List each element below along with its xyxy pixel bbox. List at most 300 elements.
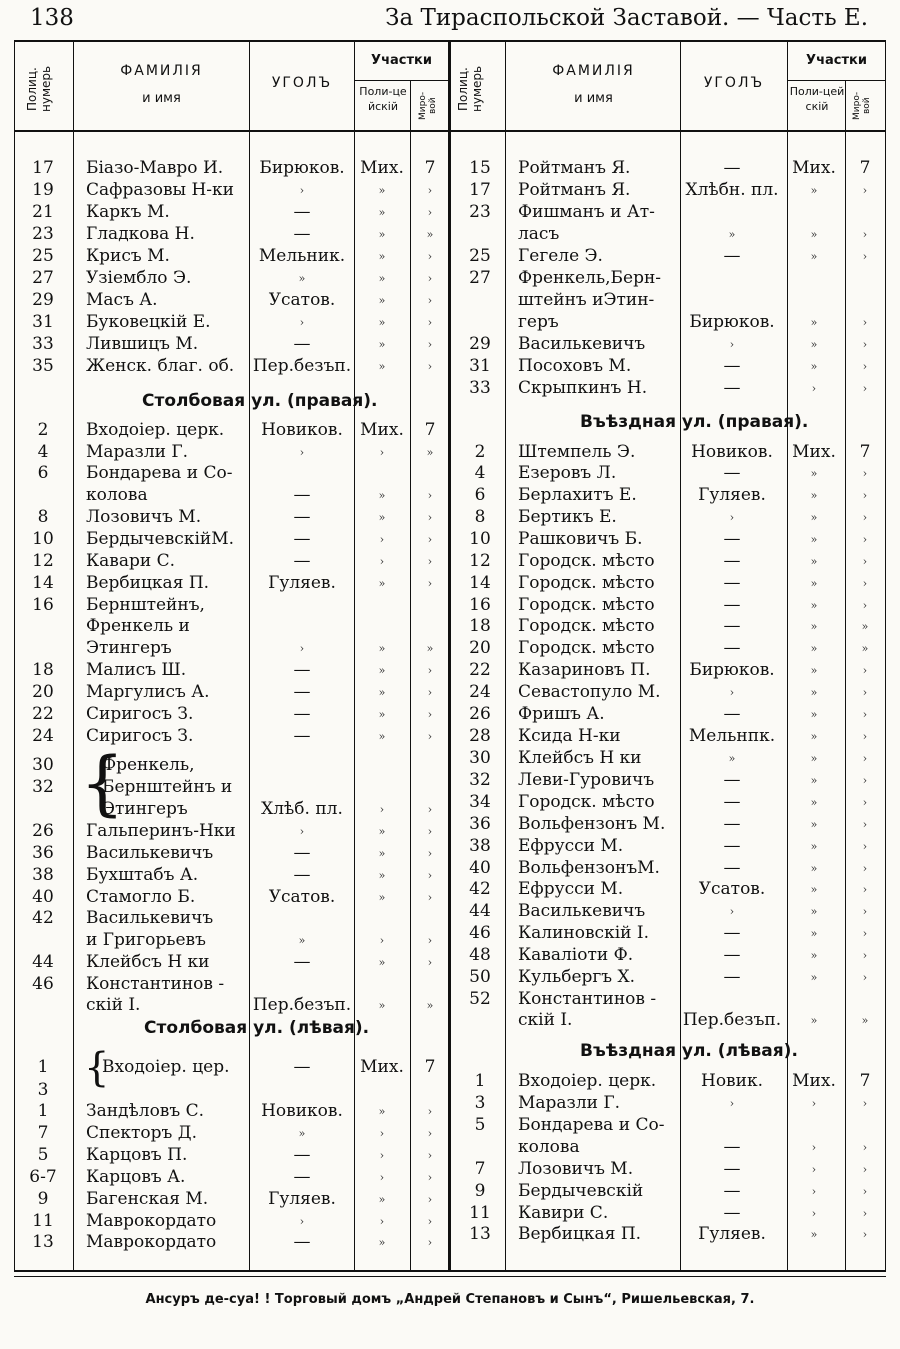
table-row (0, 1093, 900, 1115)
house-number: 6 (37, 463, 49, 483)
resident-name: Френкель, (102, 755, 195, 775)
resident-name: колова (86, 485, 148, 505)
corner-street: Мельнпк. (688, 726, 776, 746)
house-number: 16 (469, 595, 491, 615)
brace-glyph: { (80, 742, 125, 824)
table-row (0, 836, 900, 858)
peace-district: » (426, 999, 434, 1012)
corner-street: — (293, 1145, 311, 1165)
corner-street: — (723, 616, 741, 636)
resident-name: ВольфензонъМ. (518, 858, 660, 878)
resident-name: Фишманъ и Ат- (518, 202, 655, 222)
peace-district: › (862, 664, 868, 677)
corner-street: › (729, 686, 735, 699)
police-district: » (810, 533, 818, 546)
table-row (0, 158, 900, 180)
house-number: 42 (32, 908, 54, 928)
peace-district: › (427, 360, 433, 373)
resident-name: Константинов - (518, 989, 657, 1009)
peace-district: 7 (424, 158, 436, 178)
house-number: 14 (469, 573, 491, 593)
corner-street: Пер.безъп. (682, 1010, 782, 1030)
resident-name: Казариновъ П. (518, 660, 651, 680)
page-number: 138 (30, 5, 74, 31)
corner-street: — (293, 507, 311, 527)
table-row (0, 595, 900, 617)
police-district: » (378, 1193, 386, 1206)
peace-district: › (427, 847, 433, 860)
house-number: 22 (32, 704, 54, 724)
peace-district: › (862, 489, 868, 502)
peace-district: › (427, 1105, 433, 1118)
table-row (0, 704, 900, 726)
police-district: » (378, 360, 386, 373)
house-number: 25 (32, 246, 54, 266)
peace-district: › (427, 803, 433, 816)
police-district: » (378, 338, 386, 351)
police-district: › (379, 1127, 385, 1140)
police-district: Мих. (360, 158, 404, 178)
peace-district: › (862, 971, 868, 984)
resident-name: Вербицкая П. (518, 1224, 642, 1244)
table-row (0, 989, 900, 1011)
police-district: » (378, 664, 386, 677)
peace-district: › (862, 228, 868, 241)
resident-name: Василькевичъ (518, 901, 646, 921)
table-row (0, 442, 900, 464)
peace-district: 7 (859, 1071, 871, 1091)
resident-name: Зандѣловъ С. (86, 1101, 205, 1121)
table-row (0, 726, 900, 748)
resident-name: Френкель и (86, 616, 190, 636)
house-number: 40 (32, 887, 54, 907)
police-district: » (378, 1236, 386, 1249)
police-district: » (378, 511, 386, 524)
table-row (0, 1115, 900, 1137)
peace-district: › (862, 818, 868, 831)
house-number: 10 (32, 529, 54, 549)
house-number: 27 (469, 268, 491, 288)
house-number: 2 (37, 420, 49, 440)
resident-name: Вербицкая П. (86, 573, 210, 593)
house-number: 32 (469, 770, 491, 790)
corner-street: › (729, 338, 735, 351)
house-number: 33 (32, 334, 54, 354)
police-district: › (379, 533, 385, 546)
house-number: 9 (37, 1189, 49, 1209)
house-number: 29 (469, 334, 491, 354)
corner-street: Бирюков. (689, 312, 775, 332)
corner-street: › (299, 184, 305, 197)
corner-street: › (729, 905, 735, 918)
police-district: » (378, 206, 386, 219)
police-district: » (810, 1014, 818, 1027)
peace-district: › (427, 730, 433, 743)
corner-street: — (723, 945, 741, 965)
resident-name: Крисъ М. (86, 246, 170, 266)
peace-district: › (427, 184, 433, 197)
street-heading: Въѣздная ул. (правая). (580, 412, 809, 432)
resident-name: Вольфензонъ М. (518, 814, 666, 834)
resident-name: Бондарева и Со- (86, 463, 233, 483)
corner-street: — (293, 952, 311, 972)
police-district: » (378, 730, 386, 743)
resident-name: Маврокордато (86, 1232, 217, 1252)
police-district: » (378, 642, 386, 655)
corner-street: Бирюков. (259, 158, 345, 178)
resident-name: Ройтманъ Я. (518, 158, 631, 178)
table-row (0, 792, 900, 814)
table-row (0, 1010, 900, 1032)
resident-name: Гегеле Э. (518, 246, 603, 266)
house-number: 13 (469, 1224, 491, 1244)
corner-street: — (723, 923, 741, 943)
police-district: » (378, 891, 386, 904)
police-district: » (810, 840, 818, 853)
peace-district: › (862, 840, 868, 853)
resident-name: Ксида Н-ки (518, 726, 621, 746)
peace-district: › (862, 1097, 868, 1110)
corner-street: — (293, 202, 311, 222)
resident-name: и Григорьевъ (86, 930, 206, 950)
peace-district: › (862, 883, 868, 896)
resident-name: Бернштейнъ, (86, 595, 205, 615)
house-number: 30 (32, 755, 54, 775)
table-row (0, 485, 900, 507)
peace-district: › (862, 1207, 868, 1220)
police-district: » (378, 184, 386, 197)
table-row (0, 573, 900, 595)
resident-name: Кавири С. (518, 1203, 609, 1223)
house-number: 8 (37, 507, 49, 527)
house-number: 28 (469, 726, 491, 746)
house-number: 32 (32, 777, 54, 797)
corner-street: — (723, 792, 741, 812)
resident-name: Клейбсъ Н ки (518, 748, 642, 768)
peace-district: › (862, 1185, 868, 1198)
corner-street: — (723, 463, 741, 483)
peace-district: » (426, 642, 434, 655)
resident-name: Ефрусси М. (518, 879, 624, 899)
peace-district: › (427, 686, 433, 699)
col-peace-header: Миро-вой (418, 91, 438, 121)
police-district: » (810, 752, 818, 765)
police-district: » (378, 999, 386, 1012)
house-number: 18 (32, 660, 54, 680)
resident-name: Берлахитъ Е. (518, 485, 637, 505)
table-row (0, 420, 900, 442)
house-number: 48 (469, 945, 491, 965)
corner-street: Гуляев. (698, 1224, 766, 1244)
corner-street: — (293, 1057, 311, 1077)
house-number: 36 (469, 814, 491, 834)
police-district: » (810, 489, 818, 502)
table-row (0, 246, 900, 268)
police-district: » (810, 316, 818, 329)
corner-street: Усатов. (268, 290, 336, 310)
left-table-header (0, 48, 450, 130)
house-number: 17 (32, 158, 54, 178)
resident-name: Карцовъ А. (86, 1167, 186, 1187)
corner-street: — (293, 726, 311, 746)
resident-name: Входоіер. цер. (102, 1057, 230, 1077)
peace-district: » (426, 228, 434, 241)
peace-district: › (862, 360, 868, 373)
house-number: 31 (32, 312, 54, 332)
peace-district: › (427, 272, 433, 285)
police-district: » (810, 250, 818, 263)
resident-name: Ройтманъ Я. (518, 180, 631, 200)
peace-district: › (862, 1141, 868, 1154)
table-row (0, 945, 900, 967)
corner-street: — (723, 551, 741, 571)
police-district: » (378, 294, 386, 307)
house-number: 46 (32, 974, 54, 994)
col-districts-header: Участки (806, 53, 867, 68)
house-number: 34 (469, 792, 491, 812)
resident-name: Входоіер. церк. (86, 420, 225, 440)
peace-district: › (862, 555, 868, 568)
peace-district: › (427, 825, 433, 838)
police-district: › (379, 1215, 385, 1228)
police-district: › (379, 1171, 385, 1184)
street-heading: Въѣздная ул. (лѣвая). (580, 1041, 798, 1061)
police-district: › (811, 1207, 817, 1220)
resident-name: колова (518, 1137, 580, 1157)
resident-name: Городск. мѣсто (518, 573, 655, 593)
resident-name: Сиригосъ З. (86, 726, 194, 746)
peace-district: › (862, 796, 868, 809)
peace-district: › (427, 891, 433, 904)
resident-name: Бердычевскій (518, 1181, 644, 1201)
peace-district: › (862, 467, 868, 480)
corner-street: — (723, 858, 741, 878)
police-district: » (810, 338, 818, 351)
resident-name: Городск. мѣсто (518, 616, 655, 636)
corner-street: — (293, 843, 311, 863)
col-corner-header: УГОЛЪ (703, 75, 765, 91)
police-district: › (811, 382, 817, 395)
police-district: Мих. (360, 420, 404, 440)
house-number: 3 (474, 1093, 486, 1113)
house-number: 22 (469, 660, 491, 680)
police-district: » (378, 272, 386, 285)
police-district: » (810, 184, 818, 197)
resident-name: Городск. мѣсто (518, 638, 655, 658)
peace-district: » (861, 642, 869, 655)
police-district: » (378, 956, 386, 969)
peace-district: › (862, 730, 868, 743)
resident-name: Френкель,Берн- (518, 268, 662, 288)
house-number: 26 (32, 821, 54, 841)
corner-street: — (723, 1159, 741, 1179)
corner-street: Пер.безъп. (252, 356, 352, 376)
corner-street: › (729, 1097, 735, 1110)
police-district: » (378, 1105, 386, 1118)
peace-district: › (427, 555, 433, 568)
police-district: » (810, 620, 818, 633)
police-district: » (810, 555, 818, 568)
resident-name: Посоховъ М. (518, 356, 632, 376)
resident-name: Городск. мѣсто (518, 792, 655, 812)
police-district: » (378, 489, 386, 502)
corner-street: — (293, 704, 311, 724)
corner-street: — (293, 682, 311, 702)
police-district: › (379, 555, 385, 568)
peace-district: › (427, 869, 433, 882)
house-number: 18 (469, 616, 491, 636)
resident-name: Буковецкій Е. (86, 312, 211, 332)
corner-street: › (729, 511, 735, 524)
house-number: 24 (32, 726, 54, 746)
resident-name: Константинов - (86, 974, 225, 994)
peace-district: › (862, 316, 868, 329)
police-district: › (379, 446, 385, 459)
house-number: 44 (469, 901, 491, 921)
peace-district: › (427, 956, 433, 969)
col-name-sub: и имя (142, 91, 181, 106)
corner-street: » (298, 1127, 306, 1140)
resident-name: Малисъ Ш. (86, 660, 187, 680)
house-number: 7 (474, 1159, 486, 1179)
resident-name: Клейбсъ Н ки (86, 952, 210, 972)
peace-district: › (427, 664, 433, 677)
table-row (0, 923, 900, 945)
corner-street: Мельник. (258, 246, 346, 266)
house-number: 38 (32, 865, 54, 885)
peace-district: › (427, 338, 433, 351)
peace-district: › (427, 1193, 433, 1206)
police-district: » (810, 796, 818, 809)
col-name-sub: и имя (574, 91, 613, 106)
corner-street: — (723, 595, 741, 615)
police-district: Мих. (792, 158, 836, 178)
table-row (0, 290, 900, 312)
police-district: › (379, 934, 385, 947)
corner-street: — (723, 158, 741, 178)
peace-district: › (427, 511, 433, 524)
resident-name: Лозовичъ М. (86, 507, 202, 527)
house-number: 33 (469, 378, 491, 398)
table-row (0, 463, 900, 485)
peace-district: › (427, 1236, 433, 1249)
corner-street: Бирюков. (689, 660, 775, 680)
house-number: 26 (469, 704, 491, 724)
peace-district: › (427, 206, 433, 219)
resident-name: Василькевичъ (86, 843, 214, 863)
resident-name: Бухштабъ А. (86, 865, 199, 885)
police-district: » (378, 250, 386, 263)
resident-name: Сиригосъ З. (86, 704, 194, 724)
resident-name: Спекторъ Д. (86, 1123, 197, 1143)
corner-street: » (298, 272, 306, 285)
police-district: » (810, 905, 818, 918)
corner-street: » (728, 228, 736, 241)
table-row (0, 507, 900, 529)
house-number: 14 (32, 573, 54, 593)
peace-district: › (427, 1171, 433, 1184)
house-number: 35 (32, 356, 54, 376)
police-district: » (810, 664, 818, 677)
resident-name: Каркъ М. (86, 202, 170, 222)
police-district: » (378, 316, 386, 329)
corner-street: Новиков. (261, 1101, 343, 1121)
resident-name: Багенская М. (86, 1189, 209, 1209)
corner-street: — (293, 529, 311, 549)
police-district: » (810, 642, 818, 655)
peace-district: › (862, 533, 868, 546)
resident-name: Этингеръ (102, 799, 188, 819)
table-row (0, 901, 900, 923)
house-number: 21 (32, 202, 54, 222)
police-district: » (810, 862, 818, 875)
house-number: 10 (469, 529, 491, 549)
police-district: » (810, 577, 818, 590)
corner-street: — (293, 865, 311, 885)
police-district: › (811, 1097, 817, 1110)
corner-street: — (293, 334, 311, 354)
corner-street: Усатов. (698, 879, 766, 899)
police-district: Мих. (360, 1057, 404, 1077)
house-number: 50 (469, 967, 491, 987)
bottom-rule-thin (14, 1276, 886, 1277)
table-row (0, 616, 900, 638)
resident-name: штейнъ иЭтин- (518, 290, 655, 310)
resident-name: Городск. мѣсто (518, 551, 655, 571)
table-row (0, 1203, 900, 1225)
house-number: 16 (32, 595, 54, 615)
corner-street: Новик. (701, 1071, 763, 1091)
police-district: » (810, 883, 818, 896)
bottom-rule (14, 1270, 886, 1272)
peace-district: 7 (859, 158, 871, 178)
peace-district: › (427, 1149, 433, 1162)
right-table-header (434, 48, 886, 130)
house-number: 40 (469, 858, 491, 878)
corner-street: Хлѣбн. пл. (685, 180, 779, 200)
police-district: » (810, 228, 818, 241)
corner-street: — (723, 814, 741, 834)
house-number: 5 (474, 1115, 486, 1135)
peace-district: › (862, 949, 868, 962)
house-number: 31 (469, 356, 491, 376)
resident-name: Карцовъ П. (86, 1145, 188, 1165)
col-peace-header: Миро-вой (852, 91, 872, 121)
house-number: 12 (469, 551, 491, 571)
resident-name: скій І. (518, 1010, 573, 1030)
corner-street: — (723, 529, 741, 549)
house-number: 15 (469, 158, 491, 178)
peace-district: › (862, 1163, 868, 1176)
house-number: 11 (32, 1211, 54, 1231)
peace-district: › (862, 862, 868, 875)
police-district: › (379, 803, 385, 816)
corner-street: Гуляев. (698, 485, 766, 505)
house-number: 24 (469, 682, 491, 702)
corner-street: — (723, 1203, 741, 1223)
peace-district: › (862, 250, 868, 263)
peace-district: › (862, 905, 868, 918)
table-row (0, 224, 900, 246)
peace-district: › (862, 511, 868, 524)
corner-street: Новиков. (691, 442, 773, 462)
house-number: 1 (474, 1071, 486, 1091)
peace-district: › (862, 184, 868, 197)
corner-street: — (723, 356, 741, 376)
police-district: » (378, 847, 386, 860)
col-police-header: Поли-цейскій (359, 85, 407, 113)
table-row (0, 748, 900, 770)
